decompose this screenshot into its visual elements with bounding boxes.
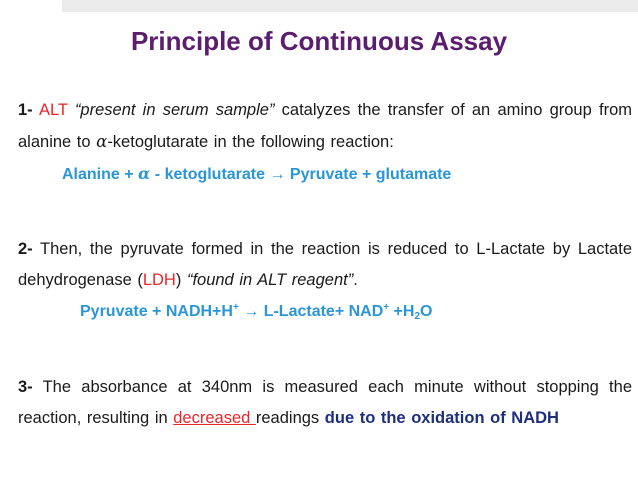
eq2-water-o: O (420, 303, 433, 320)
eq2-lactate-nad: L-Lactate+ NAD (263, 303, 384, 320)
step-2-text-a: Then, the pyruvate formed in the reaction is reduced to L-Lactate by Lactate dehydrogenase ( (18, 240, 632, 289)
eq1-arrow-icon: → (269, 166, 286, 183)
eq2-water-h: +H (389, 303, 415, 320)
reaction-equation-2 (80, 302, 432, 322)
step-3-number: 3- (18, 378, 33, 396)
alt-term: ALT (38, 101, 68, 119)
reaction-equation-1 (62, 164, 451, 184)
step-2-text-c: . (353, 271, 358, 289)
eq2-water-subscript: 2 (414, 311, 421, 322)
eq2-nad-charge: + (383, 302, 390, 313)
eq1-reactant: Alanine + (62, 166, 139, 183)
due-to-the-phrase: due to the (324, 409, 406, 427)
alpha-symbol: α (96, 132, 108, 151)
step-1-text-a: catalyzes the transfer of an amino group from alanine to (18, 101, 632, 151)
decreased-term: decreased (173, 409, 256, 427)
step-1-number: 1- (18, 101, 33, 119)
step-2-text-b: ) (175, 271, 187, 289)
step-3-text-a: The absorbance at 340nm is measured each minute without stopping the reaction, resulting in (18, 378, 632, 427)
eq1-ketoglutarate: - ketoglutarate (150, 166, 270, 183)
slide-title: Principle of Continuous Assay (130, 26, 508, 56)
eq1-alpha-symbol: α (138, 164, 151, 183)
eq1-products: Pyruvate + glutamate (285, 166, 452, 183)
step-1-text-b: -ketoglutarate in the following reaction: (107, 133, 394, 151)
step-1-paragraph (18, 95, 632, 158)
top-decorative-bar (62, 0, 638, 12)
eq2-h-charge: + (232, 302, 239, 313)
step-3-paragraph (18, 372, 632, 434)
step-3-text-b: readings (255, 409, 325, 427)
serum-sample-quote: “present in serum sample” (74, 101, 275, 119)
step-2-paragraph (18, 234, 632, 296)
oxidation-phrase: oxidation of NADH (411, 409, 559, 427)
eq2-reactants: Pyruvate + NADH+H (80, 303, 233, 320)
ldh-term: LDH (142, 271, 176, 289)
alt-reagent-quote: “found in ALT reagent” (186, 271, 354, 289)
eq2-arrow-icon: → (238, 303, 264, 320)
step-2-number: 2- (18, 240, 33, 258)
